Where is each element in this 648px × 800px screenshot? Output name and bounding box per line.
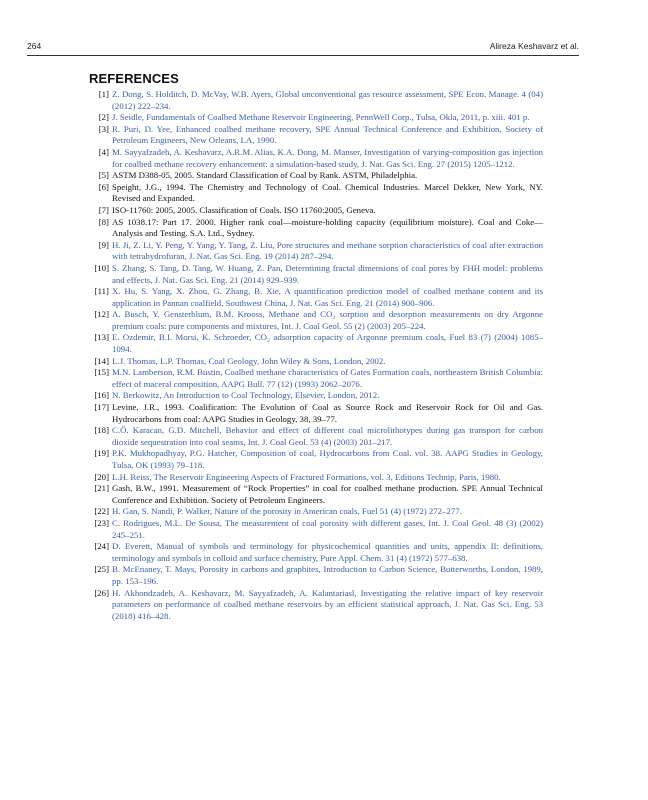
reference-text[interactable]: L.H. Reiss, The Reservoir Engineering Aspects of Fractured Formations, vol. 3, Editions Technip, Paris, 1980. <box>112 471 501 482</box>
reference-text[interactable]: S. Zhang, S. Tang, D. Tang, W. Huang, Z. Pan, Determining fractal dimensions of coal pores by FHH model: problems and effects, J. Nat. Gas Sci. Eng. 21 (2014) 929–939. <box>112 262 543 285</box>
reference-text: ISO-11760: 2005, 2005. Classification of Coals. ISO 11760:2005, Geneva. <box>112 204 376 215</box>
reference-item[interactable] <box>89 518 543 541</box>
reference-text[interactable]: C.Ö. Karacan, G.D. Mitchell, Behavior and effect of different coal microlithotypes during gas transport for carbon dioxide sequestration into coal seams, Int. J. Coal Geol. 53 (4) (2003) 201–217. <box>112 425 543 447</box>
reference-number: [2] <box>98 112 109 123</box>
reference-text: Speight, J.G., 1994. The Chemistry and Technology of Coal. Chemical Industries. Marcel Dekker, New York, NY. Revised and Expanded. <box>112 181 543 204</box>
reference-text[interactable]: H. Gan, S. Nandi, P. Walker, Nature of the porosity in American coals, Fuel 51 (4) (1972) 272–277. <box>112 506 462 517</box>
reference-number: [4] <box>98 146 109 157</box>
reference-item[interactable] <box>89 367 543 390</box>
reference-text[interactable]: N. Berkowitz, An Introduction to Coal Technology, Elsevier, London, 2012. <box>112 390 380 401</box>
reference-item[interactable] <box>89 356 543 368</box>
reference-item[interactable] <box>89 263 543 286</box>
reference-item[interactable] <box>89 286 543 309</box>
reference-number: [11] <box>94 286 109 297</box>
reference-text: Levine, J.R., 1993. Coalification: The Evolution of Coal as Source Rock and Reservoir Rock for Oil and Gas. Hydrocarbons from coal: AAPG Studies in Geology, 38, 39–77. <box>112 402 543 424</box>
reference-text[interactable]: R. Puri, D. Yee, Enhanced coalbed methane recovery, SPE Annual Technical Conference and Exhibition, Society of Petroleum Engineers, New Orleans, LA, 1990. <box>112 123 543 146</box>
reference-text[interactable]: E. Ozdemir, B.I. Morsi, K. Schroeder, CO₂ adsorption capacity of Argonne premium coals, Fuel 83 (7) (2004) 1085–1094. <box>112 332 543 355</box>
reference-number: [5] <box>98 170 109 181</box>
header-rule <box>27 55 579 56</box>
reference-number: [8] <box>98 216 109 227</box>
reference-item[interactable] <box>89 425 543 448</box>
reference-text[interactable]: D. Everett, Manual of symbols and terminology for physicochemical quantities and units, appendix II: definitions, terminology and symbols in colloid and surface chemistry, Pure Appl. Chem. 31 (4) (1972) 577–638. <box>112 541 543 563</box>
reference-list <box>89 89 543 622</box>
reference-text[interactable]: J. Seidle, Fundamentals of Coalbed Methane Reservoir Engineering, PennWell Corp., Tulsa, Okla, 2011, p. xiii. 401 p. <box>112 112 530 123</box>
reference-item <box>89 217 543 240</box>
reference-text[interactable]: A. Busch, Y. Gensterblum, B.M. Krooss, Methane and CO₂ sorption and desorption measurements on dry Argonne premium coals: pure components and mixtures, Int. J. Coal Geol. 55 (2) (2003) 205–224. <box>112 309 543 331</box>
reference-number: [16] <box>94 390 109 401</box>
reference-text[interactable]: M.N. Lamberson, R.M. Bustin, Coalbed methane characteristics of Gates Formation coals, northeastern British Columbia: effect of maceral composition, AAPG Bull. 77 (12) (1993) 2062–2076. <box>112 367 543 389</box>
reference-item <box>89 182 543 205</box>
reference-text[interactable]: M. Sayyafzadeh, A. Keshavarz, A.R.M. Alias, K.A. Dong, M. Manser, Investigation of varying-composition gas injection for coalbed methane recovery enhancement: a simulation-based study, J. Nat. Gas Sci. Eng. 27 (2015) 1205–1212. <box>112 146 543 169</box>
reference-number: [20] <box>94 471 109 482</box>
reference-item[interactable] <box>89 448 543 471</box>
reference-text: Gash, B.W., 1991. Measurement of “Rock Properties” in coal for coalbed methane production. SPE Annual Technical Conference and Exhibition. Society of Petroleum Engineers. <box>112 483 543 505</box>
reference-number: [12] <box>94 309 109 320</box>
page-number: 264 <box>27 41 42 51</box>
reference-text: AS 1038.17: Part 17. 2000. Higher rank coal—moisture-holding capacity (equilibrium moisture). Coal and Coke—Analysis and Testing. S.A. Ltd., Sydney. <box>112 216 543 239</box>
reference-number: [6] <box>98 181 109 192</box>
reference-item <box>89 402 543 425</box>
reference-item[interactable] <box>89 390 543 402</box>
reference-number: [22] <box>94 506 109 517</box>
reference-text[interactable]: Z. Dong, S. Holditch, D. McVay, W.B. Ayers, Global unconventional gas resource assessment, SPE Econ. Manage. 4 (04) (2012) 222–234. <box>112 89 543 111</box>
reference-number: [10] <box>94 262 109 273</box>
reference-item <box>89 483 543 506</box>
reference-number: [15] <box>94 367 109 378</box>
reference-text[interactable]: H. Ji, Z. Li, Y. Peng, Y. Yang, Y. Tang, Z. Liu, Pore structures and methane sorption characteristics of coal after extraction with tetrahydrofuran, J. Nat. Gas Sci. Eng. 19 (2014) 287–294. <box>112 239 543 262</box>
reference-text[interactable]: H. Akhondzadeh, A. Keshavarz, M. Sayyafzadeh, A. Kalantariasl, Investigating the relative impact of key reservoir parameters on performance of coalbed methane reservoirs by an efficient statistical approach, J. Nat. Gas Sci. Eng. 53 (2018) 416–428. <box>112 587 543 621</box>
reference-item[interactable] <box>89 541 543 564</box>
reference-item[interactable] <box>89 147 543 170</box>
page-header <box>27 41 579 55</box>
reference-item[interactable] <box>89 472 543 484</box>
reference-number: [18] <box>94 425 109 436</box>
reference-number: [3] <box>98 123 109 134</box>
reference-text[interactable]: L.J. Thomas, L.P. Thomas, Coal Geology, John Wiley & Sons, London, 2002. <box>112 355 386 366</box>
reference-number: [19] <box>94 448 109 459</box>
reference-text[interactable]: P.K. Mukhopadhyay, P.G. Hatcher, Composition of coal, Hydrocarbons from Coal. vol. 38. AAPG Studies in Geology, Tulsa, OK (1993) 79–118. <box>112 448 543 470</box>
reference-number: [7] <box>98 204 109 215</box>
reference-text[interactable]: C. Rodrigues, M.L. De Sousa, The measurement of coal porosity with different gases, Int. J. Coal Geol. 48 (3) (2002) 245–251. <box>112 517 543 540</box>
reference-item[interactable] <box>89 564 543 587</box>
reference-number: [14] <box>94 355 109 366</box>
reference-number: [21] <box>94 483 109 494</box>
reference-item <box>89 170 543 182</box>
reference-item[interactable] <box>89 89 543 112</box>
running-head: Alireza Keshavarz et al. <box>489 41 579 51</box>
reference-text[interactable]: B. McEnaney, T. Mays, Porosity in carbons and graphites, Introduction to Carbon Science, Butterworths, London, 1989, pp. 153–196. <box>112 564 543 586</box>
reference-number: [17] <box>94 402 109 413</box>
reference-number: [1] <box>98 89 109 99</box>
section-title: REFERENCES <box>89 71 179 86</box>
reference-number: [23] <box>94 517 109 528</box>
reference-number: [25] <box>94 564 109 575</box>
reference-number: [13] <box>94 332 109 343</box>
reference-item[interactable] <box>89 124 543 147</box>
reference-item[interactable] <box>89 309 543 332</box>
reference-number: [26] <box>94 587 109 598</box>
reference-item[interactable] <box>89 506 543 518</box>
reference-item <box>89 205 543 217</box>
reference-text[interactable]: X. Hu, S. Yang, X. Zhou, G. Zhang, B. Xie, A quantification prediction model of coalbed methane content and its application in Pannan coalfield, Southwest China, J. Nat. Gas Sci. Eng. 21 (2014) 900–906. <box>112 286 543 308</box>
reference-item[interactable] <box>89 588 543 623</box>
reference-item[interactable] <box>89 112 543 124</box>
reference-number: [24] <box>94 541 109 552</box>
reference-number: [9] <box>98 239 109 250</box>
reference-text: ASTM D388-05, 2005. Standard Classification of Coal by Rank. ASTM, Philadelphia. <box>112 170 418 181</box>
reference-item[interactable] <box>89 240 543 263</box>
reference-item[interactable] <box>89 332 543 355</box>
